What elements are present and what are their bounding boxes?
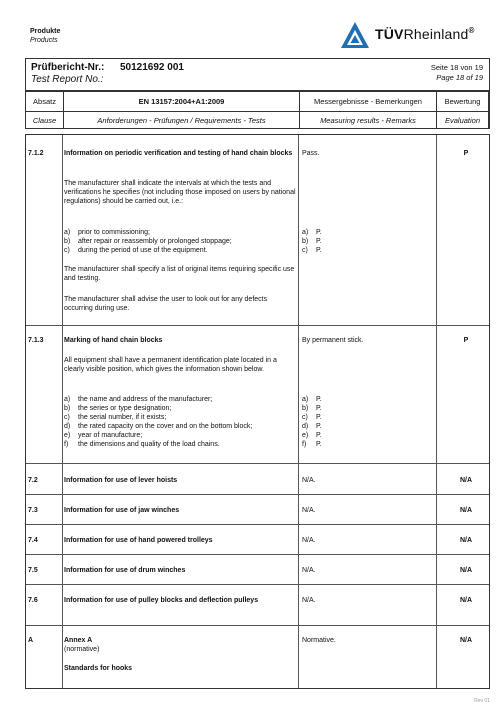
requirement-list: a) the name and address of the manufacturer; b) the series or type designation; c) the serial number, if it exists; d) the rated capacity on the cover and on the bottom block; e) year of manufacture; f) the dimensions and quality of the load chains. (64, 396, 253, 448)
requirement-text: The manufacturer shall indicate the intervals at which the tests and verifications he specifies (not including those imposed on users by national regulations) should be carried out, i.e.: (64, 180, 296, 205)
col-requirements: Anforderungen - Prüfungen / Requirements - Tests (97, 116, 266, 125)
requirement-title: Information for use of jaw winches (64, 507, 180, 514)
requirement-subtitle: (normative) (64, 646, 100, 653)
col-bewertung: Bewertung (444, 97, 481, 106)
page-de: Seite 18 von 19 (430, 63, 483, 72)
requirement-title: Information for use of pulley blocks and deflection pulleys (64, 597, 259, 604)
result-text: N/A. (302, 537, 316, 544)
header-produkte: Produkte (30, 28, 61, 35)
clause-number: A (28, 637, 34, 644)
requirement-title: Annex A (64, 637, 93, 644)
col-clause: Clause (32, 116, 57, 125)
evaluation-value: N/A (459, 567, 473, 574)
requirement-title: Standards for hooks (64, 665, 133, 672)
col-results-en: Measuring results - Remarks (320, 116, 416, 125)
result-text: N/A. (302, 567, 316, 574)
report-label-de: Prüfbericht-Nr.: (31, 62, 105, 73)
evaluation-value: N/A (459, 507, 473, 514)
col-results-de: Messergebnisse - Bemerkungen (314, 97, 422, 106)
result-text: N/A. (302, 477, 316, 484)
col-absatz: Absatz (33, 97, 56, 106)
requirement-title: Information for use of lever hoists (64, 477, 178, 484)
requirement-title: Marking of hand chain blocks (64, 337, 163, 344)
clause-number: 7.6 (28, 597, 38, 604)
evaluation-value: P (463, 150, 469, 157)
requirement-title: Information on periodic verification and testing of hand chain blocks (64, 150, 293, 157)
clause-number: 7.1.2 (28, 150, 44, 157)
requirement-text: All equipment shall have a permanent identification plate located in a clearly visible position, which gives the information shown below. (64, 357, 277, 373)
requirement-list: a) prior to commissioning; b) after repair or reassembly or prolonged stoppage; c) during the period of use of the equipment. (64, 229, 232, 254)
evaluation-value: N/A (459, 597, 473, 604)
result-list: a) P. b) P. c) P. (302, 229, 322, 254)
result-text: By permanent stick. (302, 337, 364, 344)
report-number: 50121692 001 (120, 62, 184, 73)
requirement-text: The manufacturer shall advise the user to look out for any defects occurring during use. (64, 296, 268, 312)
result-text: Pass. (302, 150, 320, 157)
revision-note: Rev 01 (474, 698, 490, 704)
header-products: Products (30, 37, 58, 44)
clause-number: 7.1.3 (28, 337, 44, 344)
triangle-logo-icon (340, 21, 370, 49)
result-text: Normative. (302, 637, 336, 644)
requirements-table (25, 134, 490, 689)
page-en: Page 18 of 19 (436, 73, 483, 82)
col-standard: EN 13157:2004+A1:2009 (138, 97, 225, 106)
requirement-text: The manufacturer shall specify a list of original items requiring specific use and testing. (64, 266, 295, 282)
requirement-title: Information for use of drum winches (64, 567, 186, 574)
evaluation-value: P (463, 337, 469, 344)
col-evaluation: Evaluation (444, 116, 481, 125)
brand-name: TÜVRheinland® (375, 26, 475, 42)
result-text: N/A. (302, 597, 316, 604)
report-number-box (25, 58, 490, 91)
column-header (25, 91, 490, 129)
evaluation-value: N/A (459, 637, 473, 644)
evaluation-value: N/A (459, 477, 473, 484)
report-label-en: Test Report No.: (31, 74, 104, 85)
clause-number: 7.5 (28, 567, 38, 574)
clause-number: 7.3 (28, 507, 38, 514)
tuv-rheinland-logo (338, 20, 490, 50)
clause-number: 7.2 (28, 477, 38, 484)
result-list: a) P. b) P. c) P. d) P. e) P. f) P. (302, 396, 322, 448)
clause-number: 7.4 (28, 537, 38, 544)
evaluation-value: N/A (459, 537, 473, 544)
requirement-title: Information for use of hand powered trolleys (64, 537, 213, 544)
result-text: N/A. (302, 507, 316, 514)
